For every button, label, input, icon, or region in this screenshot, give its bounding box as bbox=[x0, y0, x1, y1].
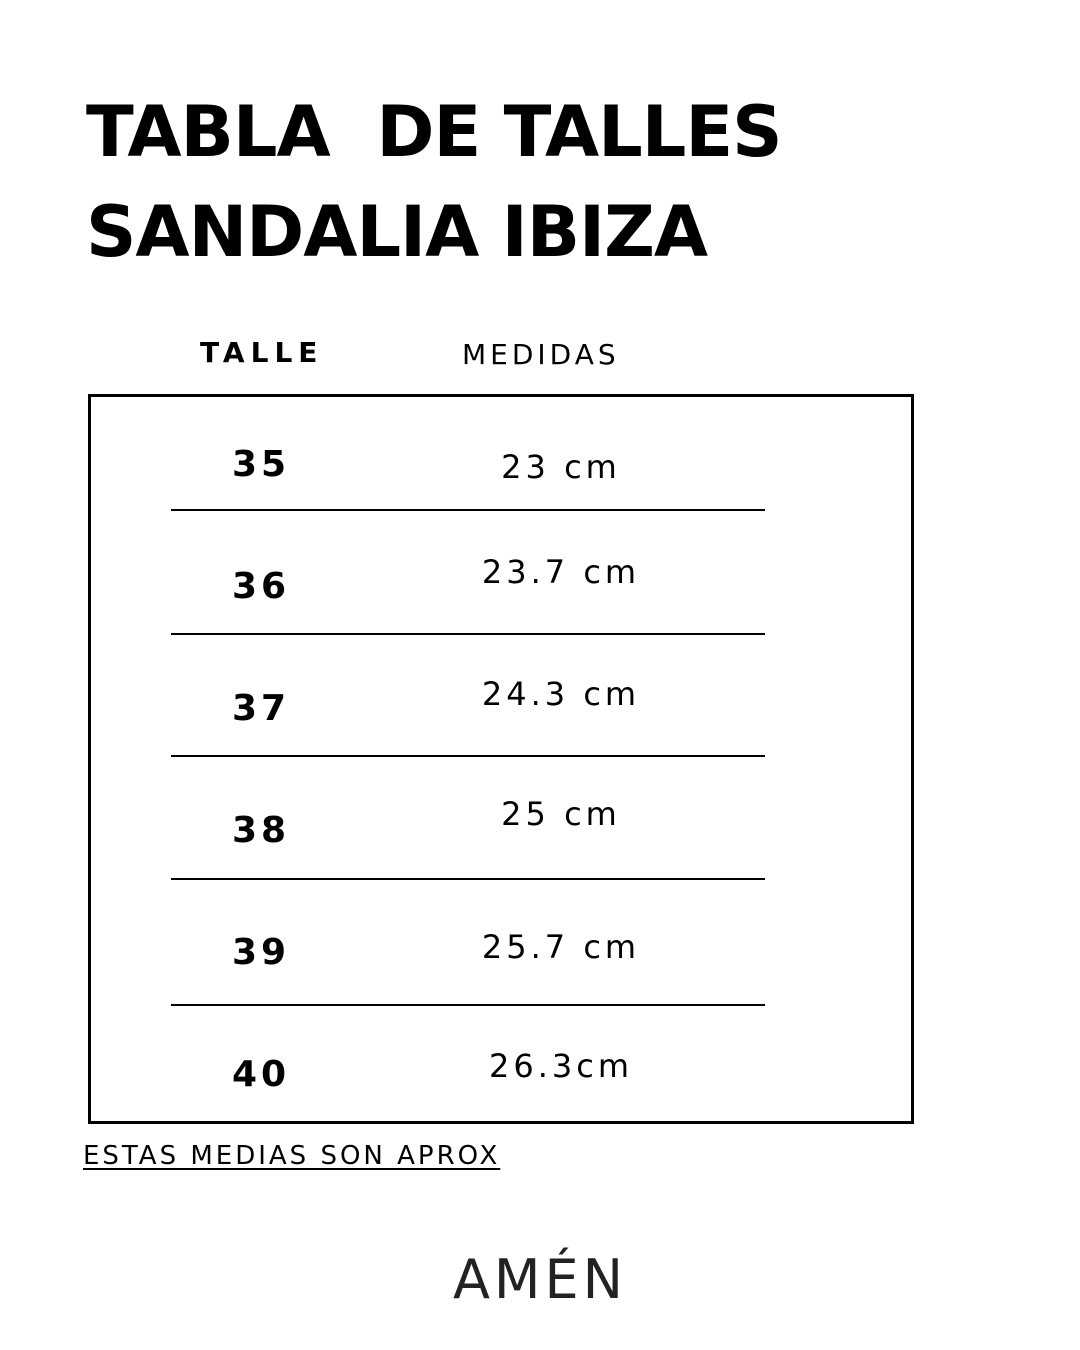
column-header-talle: TALLE bbox=[200, 336, 324, 369]
size-value: 36 bbox=[231, 566, 291, 607]
brand-logo: AMÉN bbox=[452, 1248, 628, 1311]
measure-value: 24.3 cm bbox=[481, 675, 641, 713]
disclaimer-note: ESTAS MEDIAS SON APROX bbox=[83, 1141, 501, 1171]
row-divider bbox=[171, 1004, 765, 1006]
size-table bbox=[88, 394, 914, 1124]
size-value: 35 bbox=[231, 444, 291, 485]
size-value: 39 bbox=[231, 932, 291, 973]
measure-value: 23.7 cm bbox=[481, 553, 641, 591]
size-value: 40 bbox=[231, 1054, 291, 1095]
measure-value: 25.7 cm bbox=[481, 928, 641, 966]
size-value: 37 bbox=[231, 688, 291, 729]
page-title-line-1: TABLA DE TALLES bbox=[86, 91, 782, 173]
row-divider bbox=[171, 633, 765, 635]
measure-value: 25 cm bbox=[501, 795, 621, 833]
measure-value: 26.3cm bbox=[488, 1047, 633, 1085]
column-header-medidas: MEDIDAS bbox=[462, 338, 620, 371]
page-title-line-2: SANDALIA IBIZA bbox=[86, 191, 708, 273]
size-value: 38 bbox=[231, 810, 291, 851]
row-divider bbox=[171, 878, 765, 880]
measure-value: 23 cm bbox=[501, 448, 621, 486]
row-divider bbox=[171, 509, 765, 511]
row-divider bbox=[171, 755, 765, 757]
